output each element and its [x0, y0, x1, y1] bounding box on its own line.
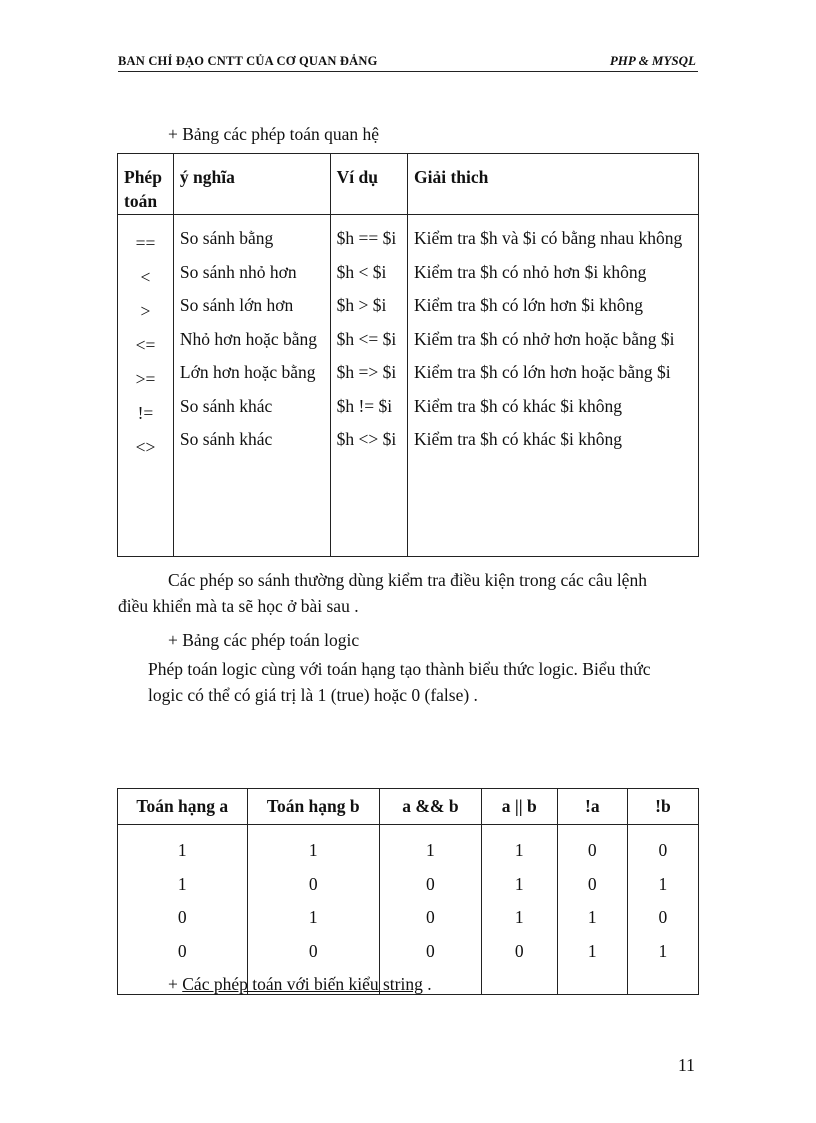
table-cell: 1: [514, 840, 524, 860]
header-cell: Giải thich: [408, 154, 699, 215]
table-cell: 0: [177, 940, 187, 961]
header-cell: Toán hạng b: [247, 789, 379, 825]
section-title-relational: + Bảng các phép toán quan hệ: [168, 124, 380, 144]
operator: >: [140, 301, 151, 321]
table-cell: 0: [587, 840, 597, 860]
table-cell: 0: [658, 907, 668, 927]
table-body-row: [118, 215, 699, 557]
table-cell: 1: [514, 873, 524, 894]
examples-column: [330, 215, 407, 557]
operator: <>: [135, 437, 156, 457]
paragraph-logic-line1: Phép toán logic cùng với toán hạng tạo thành biểu thức logic. Biểu thức: [148, 659, 651, 679]
paragraph-comparison-line1: Các phép so sánh thường dùng kiểm tra điều kiện trong các câu lệnh: [168, 570, 647, 590]
meaning: So sánh bằng: [179, 228, 274, 248]
header-cell: Toán hạng a: [118, 789, 248, 825]
table-cell: 0: [426, 940, 435, 961]
explanation: Kiểm tra $h có nhở hơn hoặc bằng $i: [414, 328, 675, 349]
column-operand-a: [118, 825, 248, 995]
meaning: So sánh khác: [179, 429, 273, 449]
operator: <=: [135, 335, 156, 355]
table-cell: 1: [658, 873, 668, 894]
string-section-suffix: .: [427, 974, 432, 994]
header-cell: !b: [627, 789, 698, 825]
table-cell: 0: [308, 873, 318, 894]
logic-operators-table: [117, 788, 699, 995]
example: $h <= $i: [336, 328, 397, 349]
table-cell: 0: [514, 940, 524, 961]
operators-column: [118, 215, 174, 557]
explanation: Kiểm tra $h có lớn hơn $i không: [414, 295, 643, 315]
header-cell: Ví dụ: [330, 154, 407, 215]
table-cell: 1: [177, 840, 187, 860]
table-cell: 1: [177, 873, 187, 894]
column-not-a: [557, 825, 627, 995]
relational-operators-table: [117, 153, 699, 557]
example: $h != $i: [336, 395, 393, 416]
explanation: Kiểm tra $h và $i có bằng nhau không: [414, 228, 683, 248]
explanation: Kiểm tra $h có khác $i không: [414, 395, 623, 416]
section-title-string: [168, 972, 432, 996]
explanation: Kiểm tra $h có nhỏ hơn $i không: [414, 261, 647, 282]
header-cell: a && b: [379, 789, 481, 825]
meaning: Nhỏ hơn hoặc bằng: [179, 328, 317, 349]
meaning: So sánh nhỏ hơn: [179, 261, 297, 282]
page-number: 11: [678, 1055, 695, 1075]
explanation: Kiểm tra $h có khác $i không: [414, 429, 623, 449]
operator: ==: [135, 233, 156, 253]
operator: !=: [137, 403, 154, 423]
example: $h == $i: [336, 228, 397, 248]
header-cell: Phép toán: [118, 154, 174, 215]
column-and: [379, 825, 481, 995]
header-organization: BAN CHỈ ĐẠO CNTT CỦA CƠ QUAN ĐẢNG: [118, 54, 378, 68]
paragraph-logic-line2: logic có thể có giá trị là 1 (true) hoặc 0 (false) .: [148, 685, 478, 705]
column-operand-b: [247, 825, 379, 995]
meanings-column: [173, 215, 330, 557]
string-operators-link[interactable]: Các phép toán với biến kiểu string: [182, 974, 423, 994]
explanation: Kiểm tra $h có lớn hơn hoặc bằng $i: [414, 362, 671, 382]
table-cell: 1: [658, 940, 668, 961]
table-cell: 1: [426, 840, 435, 860]
table-cell: 0: [426, 907, 435, 927]
meaning: So sánh lớn hơn: [179, 295, 294, 315]
table-cell: 1: [587, 940, 597, 961]
operator: <: [140, 267, 151, 287]
meaning: So sánh khác: [179, 395, 273, 416]
table-cell: 0: [426, 873, 435, 894]
table-cell: 0: [177, 907, 187, 927]
string-section-prefix: +: [168, 974, 178, 994]
table-body-row: [118, 825, 699, 995]
table-cell: 0: [587, 873, 597, 894]
example: $h <> $i: [336, 429, 397, 449]
header-cell: ý nghĩa: [173, 154, 330, 215]
table-cell: 1: [308, 840, 318, 860]
table-cell: 1: [514, 907, 524, 927]
section-title-logic: + Bảng các phép toán logic: [168, 630, 360, 650]
example: $h > $i: [336, 295, 387, 315]
table-cell: 0: [308, 940, 318, 961]
table-cell: 1: [308, 907, 318, 927]
column-or: [481, 825, 557, 995]
explanations-column: [408, 215, 699, 557]
header-cell: a || b: [481, 789, 557, 825]
example: $h < $i: [336, 261, 387, 282]
table-header-row: [118, 789, 699, 825]
example: $h => $i: [336, 362, 397, 382]
paragraph-comparison-line2: điều khiển mà ta sẽ học ở bài sau .: [118, 596, 359, 616]
page-header: [118, 51, 698, 72]
operator: >=: [135, 369, 156, 389]
column-not-b: [627, 825, 698, 995]
table-cell: 1: [587, 907, 597, 927]
table-cell: 0: [658, 840, 668, 860]
header-cell: !a: [557, 789, 627, 825]
meaning: Lớn hơn hoặc bằng: [179, 362, 316, 382]
header-book-title: PHP & MYSQL: [609, 53, 696, 68]
table-header-row: [118, 154, 699, 215]
